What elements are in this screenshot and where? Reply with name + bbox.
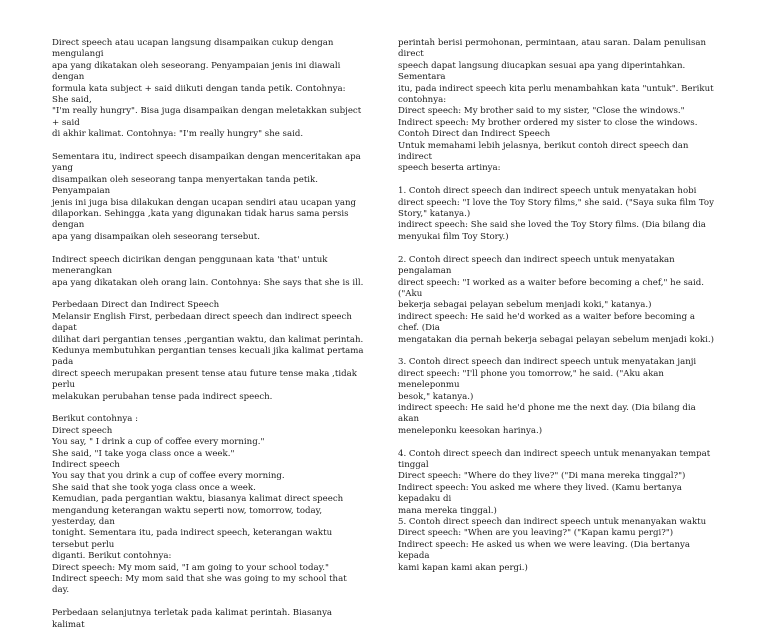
paragraph-gap [52, 289, 364, 300]
right-column [398, 38, 718, 574]
right-text-line: Contoh Direct dan Indirect Speech [398, 129, 551, 140]
left-text-line: apa yang disampaikan oleh seseorang tersebut. [52, 231, 260, 242]
right-text-line: itu, pada indirect speech kita perlu menambahkan kata "untuk". Berikut [398, 83, 714, 94]
right-text-line: direct speech: "I worked as a waiter before becoming a chef," he said. ("Aku [398, 277, 705, 299]
paragraph-gap [52, 141, 364, 152]
right-text-line: Direct speech: My brother said to my sister, "Close the windows." [398, 106, 685, 117]
left-text-line: formula kata subject + said diikuti dengan tanda petik. Contohnya: She said, [52, 83, 346, 106]
right-text-line: Indirect speech: He asked us when we were leaving. (Dia bertanya kepada [398, 539, 690, 562]
paragraph-gap [398, 243, 718, 254]
right-text-line: direct speech: "I love the Toy Story films," she said. ("Saya suka film Toy [398, 197, 714, 208]
right-text-line: 5. Contoh direct speech dan indirect speech untuk menanyakan waktu [398, 517, 707, 527]
paragraph-gap [52, 597, 364, 608]
left-text-line: Perbedaan selanjutnya terletak pada kalimat perintah. Biasanya kalimat [52, 608, 333, 630]
paragraph-gap [52, 243, 364, 254]
left-text-line: Perbedaan Direct dan Indirect Speech [52, 300, 220, 311]
right-text-line: 2. Contoh direct speech dan indirect speech untuk menyatakan pengalaman [398, 254, 675, 277]
right-text-line: menyukai film Toy Story.) [398, 231, 509, 242]
paragraph-gap [398, 175, 718, 186]
left-text-line: She said, "I take yoga class once a week." [52, 448, 235, 459]
left-text-line: tonight. Sementara itu, pada indirect speech, keterangan waktu tersebut perlu [52, 528, 333, 550]
left-text-line: apa yang dikatakan oleh orang lain. Contohnya: She says that she is ill. [52, 277, 364, 288]
left-column [52, 38, 364, 631]
left-text-line: Berikut contohnya : [52, 414, 139, 425]
left-text-line: disampaikan oleh seseorang tanpa menyertakan tanda petik. Penyampaian [52, 174, 318, 197]
left-text-line: You say that you drink a cup of coffee every morning. [52, 471, 285, 482]
left-text-line: Kemudian, pada pergantian waktu, biasanya kalimat direct speech [52, 494, 344, 505]
right-text-line: indirect speech: He said he'd phone me the next day. (Dia bilang dia akan [398, 402, 696, 425]
left-text-line: Direct speech: My mom said, "I am going to your school today." [52, 562, 329, 573]
right-text-line: Direct speech: "When are you leaving?" ("Kapan kamu pergi?") [398, 528, 674, 539]
right-text-line: Untuk memahami lebih jelasnya, berikut contoh direct speech dan indirect [398, 140, 689, 163]
left-text-line: dilaporkan. Sehingga ,kata yang digunakan tidak harus sama persis dengan [52, 209, 349, 231]
left-text-line: "I'm really hungry". Bisa juga disampaikan dengan meletakkan subject + said [52, 106, 362, 128]
right-text-line: Indirect speech: My brother ordered my sister to close the windows. [398, 117, 698, 128]
left-text-line: di akhir kalimat. Contohnya: "I'm really hungry" she said. [52, 129, 304, 140]
right-text-line: speech beserta artinya: [398, 163, 501, 174]
right-text-line: indirect speech: She said she loved the Toy Story films. (Dia bilang dia [398, 220, 706, 231]
left-text-line: apa yang dikatakan oleh seseorang. Penyampaian jenis ini diawali dengan [52, 60, 341, 83]
right-text-line: Story," katanya.) [398, 209, 471, 220]
right-text-line: mana mereka tinggal.) [398, 505, 497, 516]
left-text-line: dilihat dari pergantian tenses ,pergantian waktu, dan kalimat perintah. [52, 334, 364, 345]
left-text-line: direct speech merupakan present tense atau future tense maka ,tidak perlu [52, 368, 357, 391]
left-text-line: Direct speech atau ucapan langsung disampaikan cukup dengan mengulangi [52, 38, 334, 60]
right-text-line: 4. Contoh direct speech dan indirect speech untuk menanyakan tempat tinggal [398, 448, 711, 470]
paragraph-gap [398, 437, 718, 448]
right-text-line: speech dapat langsung diucapkan sesuai apa yang diperintahkan. Sementara [398, 60, 686, 83]
left-text-line: Indirect speech dicirikan dengan penggunaan kata 'that' untuk menerangkan [52, 254, 328, 277]
right-text-line: perintah berisi permohonan, permintaan, atau saran. Dalam penulisan direct [398, 38, 707, 60]
left-text-line: melakukan perubahan tense pada indirect speech. [52, 391, 273, 402]
right-text-line: 3. Contoh direct speech dan indirect speech untuk menyatakan janji [398, 357, 697, 368]
left-text-line: You say, " I drink a cup of coffee every morning." [52, 437, 265, 448]
left-text-line: jenis ini juga bisa dilakukan dengan ucapan sendiri atau ucapan yang [52, 197, 357, 208]
left-text-line: Melansir English First, perbedaan direct speech dan indirect speech dapat [52, 311, 352, 334]
right-text-line: 1. Contoh direct speech dan indirect speech untuk menyatakan hobi [398, 186, 697, 197]
left-text-line: Kedunya membutuhkan pergantian tenses kecuali jika kalimat pertama pada [52, 345, 364, 368]
left-text-line: Sementara itu, indirect speech disampaikan dengan menceritakan apa yang [52, 152, 361, 174]
paragraph-gap [52, 403, 364, 414]
right-text-line: indirect speech: He said he'd worked as a waiter before becoming a chef. (Dia [398, 311, 695, 334]
right-text-line: Indirect speech: You asked me where they lived. (Kamu bertanya kepadaku di [398, 482, 682, 505]
right-text-line: direct speech: "I'll phone you tomorrow," he said. ("Aku akan meneleponmu [398, 368, 664, 391]
right-text-line: kami kapan kami akan pergi.) [398, 562, 528, 573]
left-text-line: Indirect speech: My mom said that she was going to my school that day. [52, 574, 347, 596]
left-text-line: Indirect speech [52, 459, 120, 470]
right-text-line: mengatakan dia pernah bekerja sebagai pelayan sebelum menjadi koki.) [398, 334, 714, 345]
left-text-line: She said that she took yoga class once a week. [52, 482, 256, 493]
right-text-line: bekerja sebagai pelayan sebelum menjadi koki," katanya.) [398, 300, 652, 311]
right-text-line: contohnya: [398, 95, 447, 106]
left-text-line: Direct speech [52, 425, 113, 436]
right-text-line: besok," katanya.) [398, 391, 474, 402]
right-text-line: meneleponku keesokan harinya.) [398, 425, 543, 436]
left-text-line: diganti. Berikut contohnya: [52, 551, 172, 562]
left-text-line: mengandung keterangan waktu seperti now, tomorrow, today, yesterday, dan [52, 505, 323, 527]
paragraph-gap [398, 346, 718, 357]
right-text-line: Direct speech: "Where do they live?" ("Di mana mereka tinggal?") [398, 471, 686, 482]
